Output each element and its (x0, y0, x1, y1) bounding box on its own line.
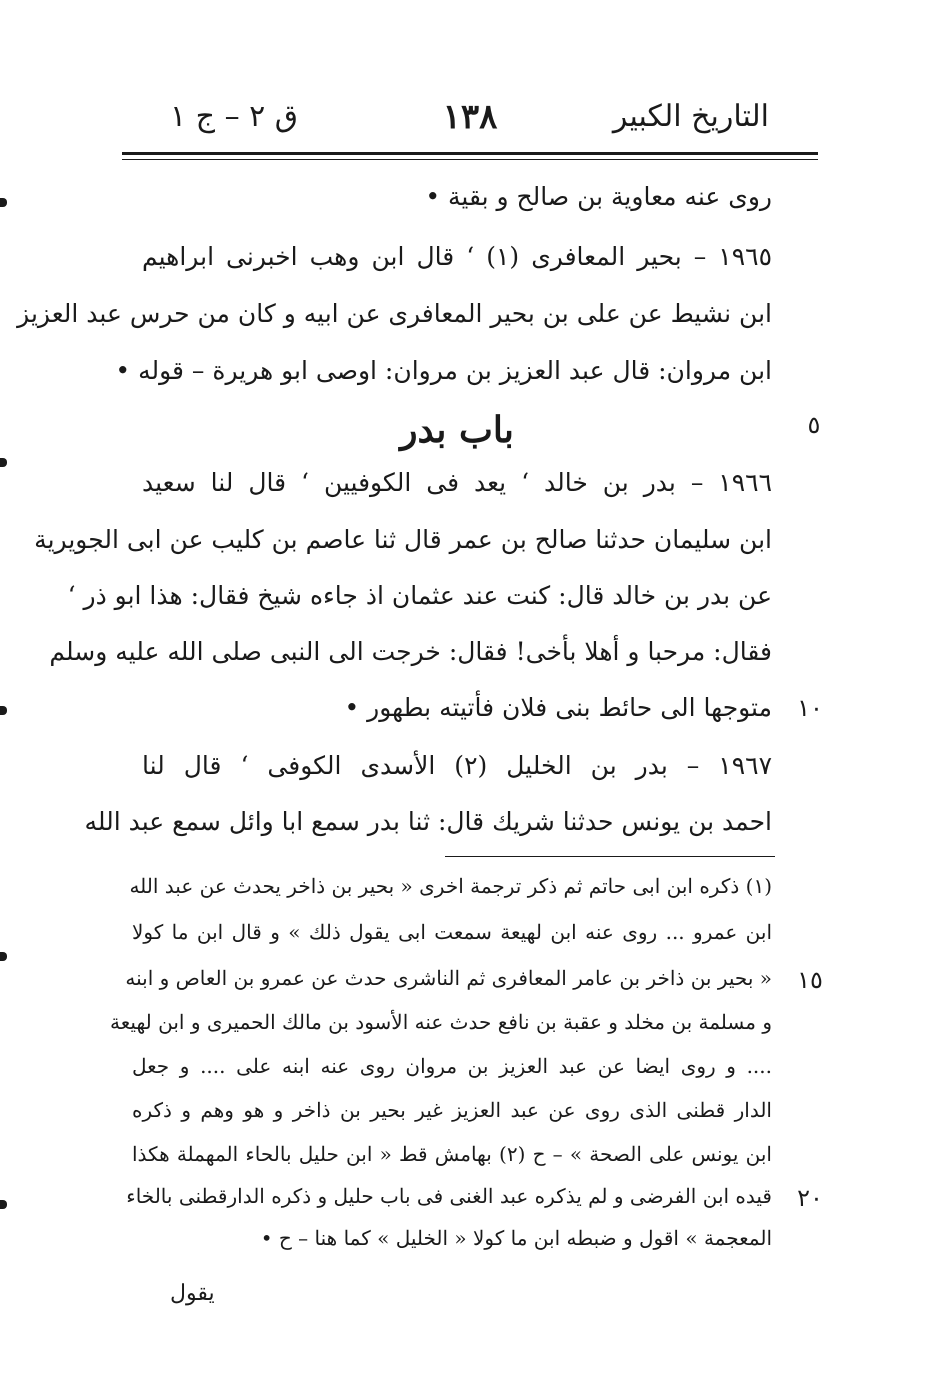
header-rule-thick (122, 152, 818, 155)
text-line-6: ١٩٦٦ – بدر بن خالد ‘ يعد فى الكوفيين ‘ قال لنا سعيد (142, 468, 772, 497)
footnote-line-1: (١) ذكره ابن ابى حاتم ثم ذكر ترجمة اخرى « بحير بن ذاخر يحدث عن عبد الله (129, 874, 772, 898)
page-number: ١٣٨ (442, 97, 498, 137)
scan-edge-mark (0, 458, 7, 467)
footnote-line-2: ابن عمرو ... روى عنه ابن لهيعة سمعت ابى يقول ذلك » و قال ابن ما كولا (132, 920, 772, 944)
margin-number-5: ٥ (807, 411, 821, 439)
text-line-9: فقال: مرحبا و أهلا بأخى! فقال: خرجت الى النبى صلى الله عليه وسلم (49, 637, 772, 666)
volume-label: ق ٢ – ج ١ (170, 99, 299, 134)
text-line-8: عن بدر بن خالد قال: كنت عند عثمان اذ جاءه شيخ فقال: هذا ابو ذر ‘ (67, 581, 772, 610)
footnote-line-8: قيده ابن الفرضى و لم يذكره عبد الغنى فى باب حليل و ذكره الدارقطنى بالخاء (126, 1184, 772, 1208)
footnote-line-6: الدار قطنى الذى روى عن عبد العزيز غير بحير بن ذاخر و هو وهم و ذكره (132, 1098, 772, 1122)
scan-edge-mark (0, 952, 7, 961)
footnote-line-4: و مسلمة بن مخلد و عقبة بن نافع حدث عنه الأسود بن مالك الحميرى و ابن لهيعة (110, 1010, 772, 1034)
text-line-3: ابن نشيط عن على بن بحير المعافرى عن ابيه و كان من حرس عبد العزيز (17, 299, 772, 328)
margin-number-15: ١٥ (797, 966, 823, 994)
text-line-1: روى عنه معاوية بن صالح و بقية • (425, 182, 772, 211)
section-heading: باب بدر (400, 409, 514, 451)
margin-number-10: ١٠ (797, 694, 823, 722)
footnote-line-9: المعجمة » اقول و ضبطه ابن ما كولا « الخليل » كما هنا – ح • (260, 1226, 772, 1250)
footnote-line-3: « بحير بن ذاخر بن عامر المعافرى ثم الناشرى حدث عن عمرو بن العاص و ابنه (125, 966, 772, 990)
footnote-rule (445, 856, 775, 857)
margin-number-20: ٢٠ (797, 1184, 823, 1212)
catchword: يقول (170, 1281, 215, 1306)
header-rule-thin (122, 159, 818, 160)
text-line-4: ابن مروان: قال عبد العزيز بن مروان: اوصى ابو هريرة – قوله • (115, 356, 772, 385)
text-line-10: متوجها الى حائط بنى فلان فأتيته بطهور • (344, 693, 772, 722)
text-line-7: ابن سليمان حدثنا صالح بن عمر قال ثنا عاصم بن كليب عن ابى الجويرية (34, 525, 772, 554)
scan-edge-mark (0, 706, 7, 715)
text-line-12: احمد بن يونس حدثنا شريك قال: ثنا بدر سمع ابا وائل سمع عبد الله (84, 807, 772, 836)
text-line-2: ١٩٦٥ – بحير المعافرى (١) ‘ قال ابن وهب اخبرنى ابراهيم (142, 242, 772, 271)
footnote-line-7: ابن يونس على الصحة » – ح (٢) بهامش قط « ابن حليل بالحاء المهملة هكذا (132, 1142, 772, 1166)
scan-edge-mark (0, 198, 7, 207)
scan-edge-mark (0, 1200, 7, 1209)
text-line-11: ١٩٦٧ – بدر بن الخليل (٢) الأسدى الكوفى ‘ قال لنا (142, 751, 772, 780)
running-title: التاريخ الكبير (612, 99, 769, 134)
footnote-line-5: .... و روى ايضا عن عبد العزيز بن مروان روى عنه ابنه على .... و جعل (132, 1054, 772, 1078)
